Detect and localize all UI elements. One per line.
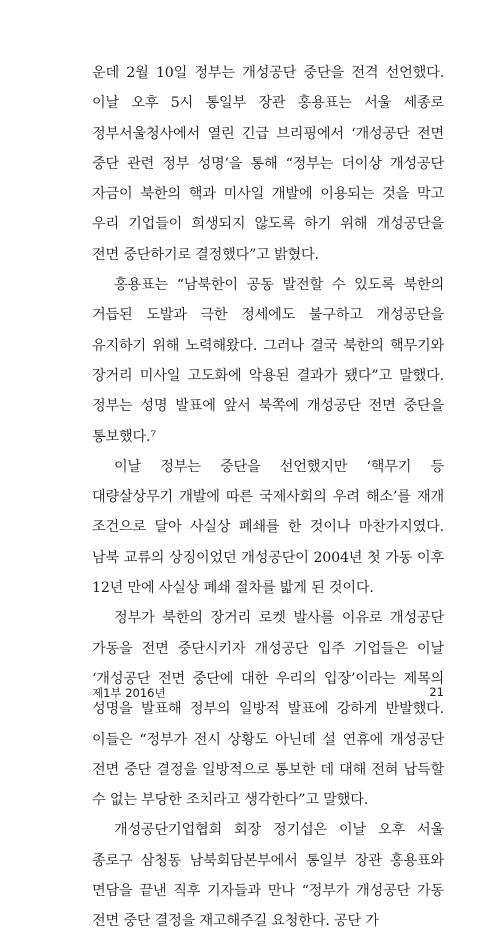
paragraph: 정부가 북한의 장거리 로켓 발사를 이유로 개성공단 가동을 전면 중단시키자 개성공단 입주 기업들은 이날 ‘개성공단 전면 중단에 대한 우리의 입장’이라는 제목의 성명을 발표해 정부의 일방적 발표에 강하게 반발했다. 이들은 “정부가 전시 상황도 아닌데 설 연휴에 개성공단 전면 중단 결정을 일방적으로 통보한 데 대해 전혀 납득할 수 없는 부당한 조치라고 생각한다”고 말했다. [92,610,444,809]
paragraph: 홍용표는 “남북한이 공동 발전할 수 있도록 북한의 거듭된 도발과 극한 정세에도 불구하고 개성공단을 유지하기 위해 노력해왔다. 그러나 결국 북한의 핵무기와 장거리 미사일 고도화에 악용된 결과가 됐다”고 말했다. 정부는 성명 발표에 앞서 북쪽에 개성공단 전면 중단을 통보했다.⁷ [92,277,444,445]
body-text [92,58,444,937]
paragraph: 운데 2월 10일 정부는 개성공단 중단을 전격 선언했다. 이날 오후 5시 통일부 장관 홍용표는 서울 세종로 정부서울청사에서 열린 긴급 브리핑에서 ‘개성공단 전면 중단 관련 정부 성명’을 통해 “정부는 더이상 개성공단 자금이 북한의 핵과 미사일 개발에 이용되는 것을 막고 우리 기업들이 희생되지 않도록 하기 위해 개성공단을 전면 중단하기로 결정했다”고 밝혔다. [92,65,444,263]
paragraph: 이날 정부는 중단을 선언했지만 ‘핵무기 등 대량살상무기 개발에 따른 국제사회의 우려 해소’를 재개 조건으로 달아 사실상 폐쇄를 한 것이나 마찬가지였다. 남북 교류의 상징이었던 개성공단이 2004년 첫 가동 이후 12년 만에 사실상 폐쇄 절차를 밟게 된 것이다. [92,458,444,597]
page-number: 21 [429,685,444,699]
page-footer [92,685,444,705]
paragraph: 개성공단기업협회 회장 정기섭은 이날 오후 서울 종로구 삼청동 남북회담본부에서 통일부 장관 홍용표와 면담을 끝낸 직후 기자들과 만나 “정부가 개성공단 가동 전면 중단 결정을 재고해주길 요청한다. 공단 가 [92,822,444,930]
running-footer-section: 제1부 2016년 [92,686,166,700]
